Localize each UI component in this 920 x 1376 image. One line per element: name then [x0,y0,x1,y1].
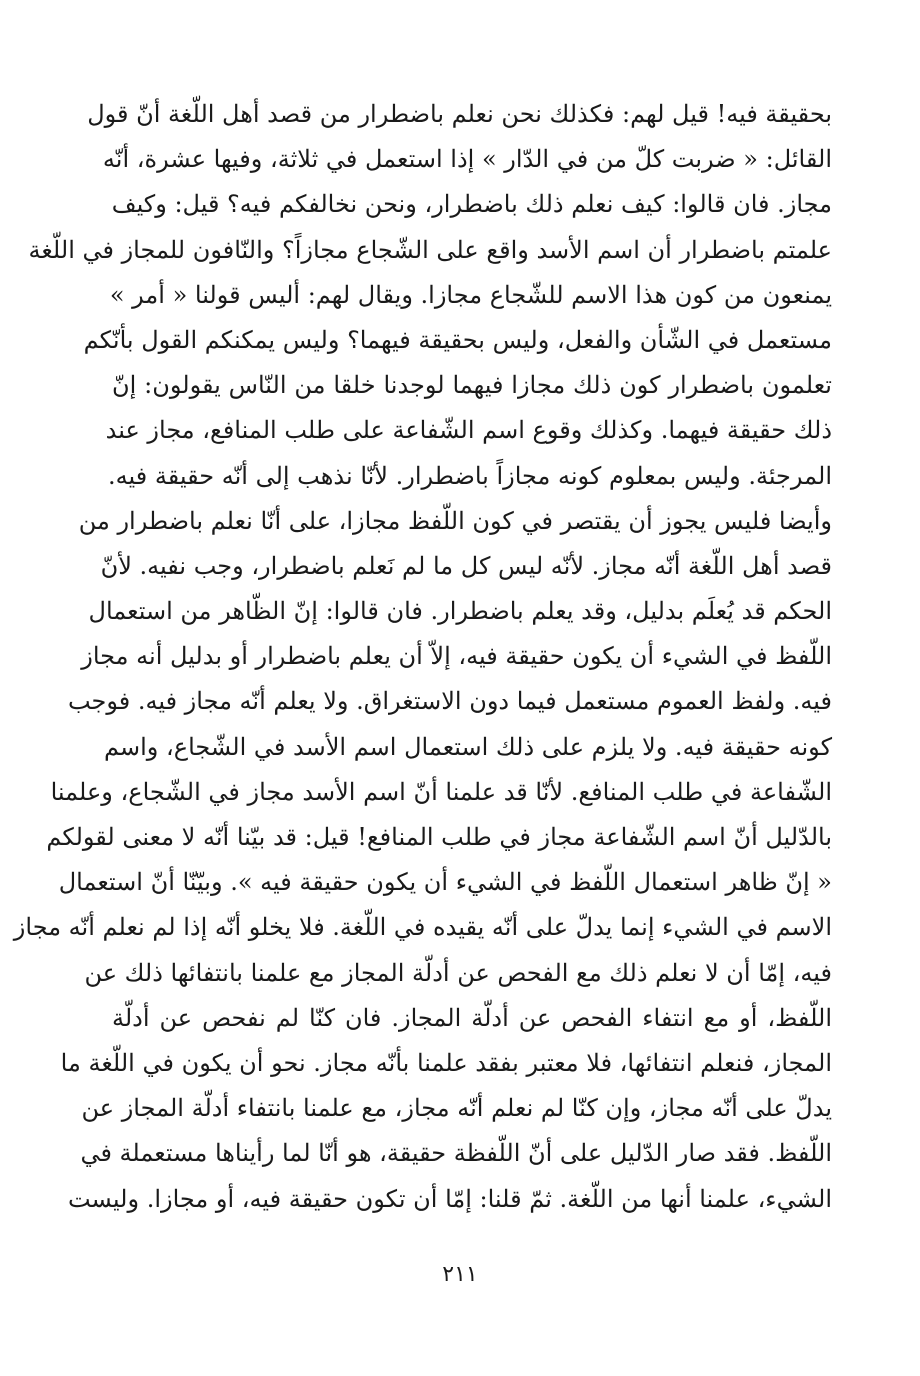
text-line: اللّفظ. فقد صار الدّليل على أنّ اللّفظة حقيقة، هو أنّا لما رأيناها مستعملة في [80,1139,832,1168]
text-line: الاسم في الشيء إنما يدلّ على أنّه يقيده في اللّغة. فلا يخلو أنّه إذا لم نعلم أنّه مجاز [13,913,832,942]
text-line: علمتم باضطرار أن اسم الأسد واقع على الشّجاع مجازاً؟ والنّافون للمجاز في اللّغة [28,235,832,264]
text-line: قصد أهل اللّغة أنّه مجاز. لأنّه ليس كل ما لم نَعلم باضطرار، وجب نفيه. لأنّ [100,551,832,580]
text-line: فيه. ولفظ العموم مستعمل فيما دون الاستغراق. ولا يعلم أنّه مجاز فيه. فوجب [67,687,832,716]
text-line: بحقيقة فيه! قيل لهم: فكذلك نحن نعلم باضطرار من قصد أهل اللّغة أنّ قول [87,100,832,128]
text-line: الشّفاعة في طلب المنافع. لأنّا قد علمنا أنّ اسم الأسد مجاز في الشّجاع، وعلمنا [50,777,832,806]
text-line: يدلّ على أنّه مجاز، وإن كنّا لم نعلم أنّه مجاز، مع علمنا بانتفاء أدلّة المجاز عن [81,1094,832,1123]
text-line: المرجئة. وليس بمعلوم كونه مجازاً باضطرار. لأنّا نذهب إلى أنّه حقيقة فيه. [108,461,832,490]
body-text [13,92,832,1222]
text-line: تعلمون باضطرار كون ذلك مجازا فيهما لوجدنا خلقا من النّاس يقولون: إنّ [112,371,832,400]
text-line: الشيء، علمنا أنها من اللّغة. ثمّ قلنا: إمّا أن تكون حقيقة فيه، أو مجازا. وليست [67,1184,832,1213]
text-line: اللّفظ، أو مع انتفاء الفحص عن أدلّة المجاز. فان كنّا لم نفحص عن أدلّة [112,1003,832,1032]
text-line: مجاز. فان قالوا: كيف نعلم ذلك باضطرار، ونحن نخالفكم فيه؟ قيل: وكيف [111,190,832,219]
text-line: « إنّ ظاهر استعمال اللّفظ في الشيء أن يكون حقيقة فيه ». وبيّنّا أنّ استعمال [58,868,832,897]
text-line: كونه حقيقة فيه. ولا يلزم على ذلك استعمال اسم الأسد في الشّجاع، واسم [104,732,832,761]
text-line: اللّفظ في الشيء أن يكون حقيقة فيه، إلاّ أن يعلم باضطرار أو بدليل أنه مجاز [81,642,832,671]
text-line: وأيضا فليس يجوز أن يقتصر في كون اللّفظ مجازا، على أنّا نعلم باضطرار من [78,506,832,535]
text-line: بالدّليل أنّ اسم الشّفاعة مجاز في طلب المنافع! قيل: قد بيّنا أنّه لا معنى لقولكم [46,823,832,851]
text-line: المجاز، فنعلم انتفائها، فلا معتبر بفقد علمنا بأنّه مجاز. نحو أن يكون في اللّغة ما [60,1048,832,1077]
text-line: ذلك حقيقة فيهما. وكذلك وقوع اسم الشّفاعة على طلب المنافع، مجاز عند [105,416,832,445]
text-line: القائل: « ضربت كلّ من في الدّار » إذا استعمل في ثلاثة، وفيها عشرة، أنّه [102,145,832,174]
text-line: يمنعون من كون هذا الاسم للشّجاع مجازا. ويقال لهم: أليس قولنا « أمر » [109,280,832,309]
text-line: الحكم قد يُعلَم بدليل، وقد يعلم باضطرار. فان قالوا: إنّ الظّاهر من استعمال [88,597,832,626]
page-number: ٢١١ [442,1262,478,1287]
text-line: فيه، إمّا أن لا نعلم ذلك مع الفحص عن أدلّة المجاز مع علمنا بانتفائها ذلك عن [84,958,832,987]
text-line: مستعمل في الشّأن والفعل، وليس بحقيقة فيهما؟ وليس يمكنكم القول بأنّكم [83,325,832,354]
